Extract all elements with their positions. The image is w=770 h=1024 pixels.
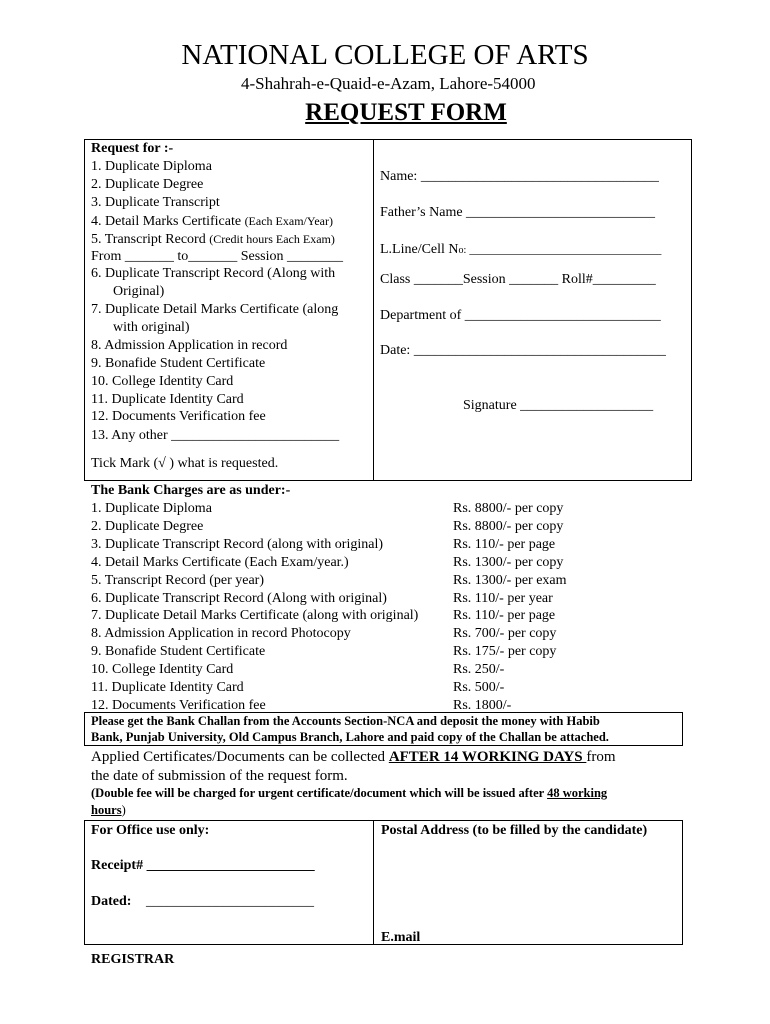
urgent-hours-cont: hours	[91, 803, 122, 817]
dated-field[interactable]: ________________________	[146, 894, 314, 909]
bank-notice-line: Bank, Punjab University, Old Campus Branch, Lahore and paid copy of the Challan be attached.	[91, 730, 609, 744]
request-item-note: (Each Exam/Year)	[244, 214, 333, 228]
form-title: REQUEST FORM	[305, 99, 507, 126]
charge-item-fee: Rs. 1300/- per exam	[453, 572, 567, 588]
collection-notice-line2: the date of submission of the request form.	[91, 768, 348, 784]
collection-notice	[91, 748, 616, 766]
collection-text: Applied Certificates/Documents can be collected	[91, 749, 389, 765]
charges-heading: The Bank Charges are as under:-	[91, 483, 291, 498]
request-item[interactable]: 10. College Identity Card	[91, 374, 234, 389]
charge-item-fee: Rs. 1300/- per copy	[453, 554, 564, 570]
request-item[interactable]: 7. Duplicate Detail Marks Certificate (along	[91, 302, 339, 317]
request-item-label: 5. Transcript Record	[91, 232, 206, 247]
college-name: NATIONAL COLLEGE OF ARTS	[181, 39, 589, 71]
phone-label-suffix: o:	[458, 245, 467, 256]
office-use-heading: For Office use only:	[91, 823, 210, 838]
charge-item-label: 7. Duplicate Detail Marks Certificate (along with original)	[91, 608, 419, 624]
request-item[interactable]: 11. Duplicate Identity Card	[91, 392, 244, 407]
class-session-roll-field[interactable]: Class _______Session _______ Roll#_________	[380, 272, 656, 287]
receipt-field[interactable]: Receipt# ________________________	[91, 858, 315, 873]
request-item[interactable]	[91, 230, 335, 249]
request-box-divider	[373, 139, 374, 481]
charge-item-label: 5. Transcript Record (per year)	[91, 572, 265, 588]
tick-note: Tick Mark (√ ) what is requested.	[91, 456, 279, 471]
charge-item-fee: Rs. 1800/-	[453, 697, 512, 713]
charge-item-fee: Rs. 8800/- per copy	[453, 501, 564, 516]
date-field[interactable]: Date: ____________________________________	[380, 343, 666, 358]
charge-item-label: 11. Duplicate Identity Card	[91, 680, 244, 695]
request-item[interactable]: 8. Admission Application in record	[91, 338, 288, 353]
name-field[interactable]: Name: __________________________________	[380, 169, 659, 184]
charge-item-label: 8. Admission Application in record Photocopy	[91, 626, 351, 642]
collection-days: AFTER 14 WORKING DAYS	[388, 749, 587, 765]
request-item[interactable]: 9. Bonafide Student Certificate	[91, 356, 266, 371]
session-range[interactable]: From _______ to_______ Session ________	[91, 249, 344, 264]
office-box-divider	[373, 820, 374, 945]
father-name-field[interactable]: Father’s Name ___________________________	[380, 205, 656, 220]
request-item-label: 4. Detail Marks Certificate	[91, 214, 242, 229]
charge-item-label: 10. College Identity Card	[91, 662, 234, 678]
urgent-close: )	[121, 803, 126, 817]
charge-item-fee: Rs. 110/- per page	[453, 608, 556, 624]
charge-item-fee: Rs. 500/-	[453, 680, 505, 695]
registrar-label: REGISTRAR	[91, 952, 175, 967]
signature-field[interactable]: Signature ___________________	[463, 398, 654, 413]
charge-item-fee: Rs. 8800/- per copy	[453, 518, 564, 534]
request-item-other[interactable]: 13. Any other ________________________	[91, 428, 340, 443]
request-item[interactable]: 1. Duplicate Diploma	[91, 159, 212, 174]
request-item-continued: with original)	[113, 320, 190, 335]
request-item-continued: Original)	[113, 284, 165, 299]
charge-item-label: 2. Duplicate Degree	[91, 518, 204, 534]
college-address: 4-Shahrah-e-Quaid-e-Azam, Lahore-54000	[241, 74, 536, 93]
request-item[interactable]: 2. Duplicate Degree	[91, 177, 204, 192]
charge-item-fee: Rs. 110/- per page	[453, 536, 556, 552]
charge-item-label: 4. Detail Marks Certificate (Each Exam/year.)	[91, 554, 349, 570]
charge-item-fee: Rs. 700/- per copy	[453, 626, 557, 642]
charge-item-label: 9. Bonafide Student Certificate	[91, 644, 266, 660]
request-item-note: (Credit hours Each Exam)	[209, 232, 335, 246]
request-item[interactable]: 12. Documents Verification fee	[91, 409, 266, 424]
request-item[interactable]	[91, 212, 333, 231]
request-item[interactable]: 3. Duplicate Transcript	[91, 195, 220, 210]
urgent-fee-note	[91, 786, 607, 801]
charge-item-fee: Rs. 110/- per year	[453, 590, 553, 606]
phone-line: ________________________________	[466, 242, 662, 256]
urgent-fee-note-line2	[91, 803, 126, 818]
charge-item-fee: Rs. 250/-	[453, 662, 505, 678]
dated-label: Dated:	[91, 894, 132, 909]
request-heading: Request for :-	[91, 141, 174, 156]
postal-address-heading: Postal Address (to be filled by the candidate)	[381, 823, 648, 838]
collection-text-end: from	[586, 749, 616, 765]
urgent-text: (Double fee will be charged for urgent certificate/document which will be issued after	[91, 786, 548, 800]
charge-item-label: 6. Duplicate Transcript Record (Along with original)	[91, 590, 387, 606]
phone-field[interactable]	[380, 240, 661, 260]
bank-notice-line: Please get the Bank Challan from the Accounts Section-NCA and deposit the money with Habib	[91, 714, 600, 728]
urgent-hours: 48 working	[547, 786, 608, 800]
charge-item-label: 12. Documents Verification fee	[91, 697, 266, 713]
email-label: E.mail	[381, 930, 421, 945]
charge-item-label: 3. Duplicate Transcript Record (along with original)	[91, 536, 383, 552]
phone-label: L.Line/Cell N	[380, 242, 459, 257]
charge-item-label: 1. Duplicate Diploma	[91, 501, 212, 516]
charge-item-fee: Rs. 175/- per copy	[453, 644, 557, 660]
department-field[interactable]: Department of ____________________________	[380, 308, 661, 323]
request-item[interactable]: 6. Duplicate Transcript Record (Along with	[91, 266, 336, 281]
